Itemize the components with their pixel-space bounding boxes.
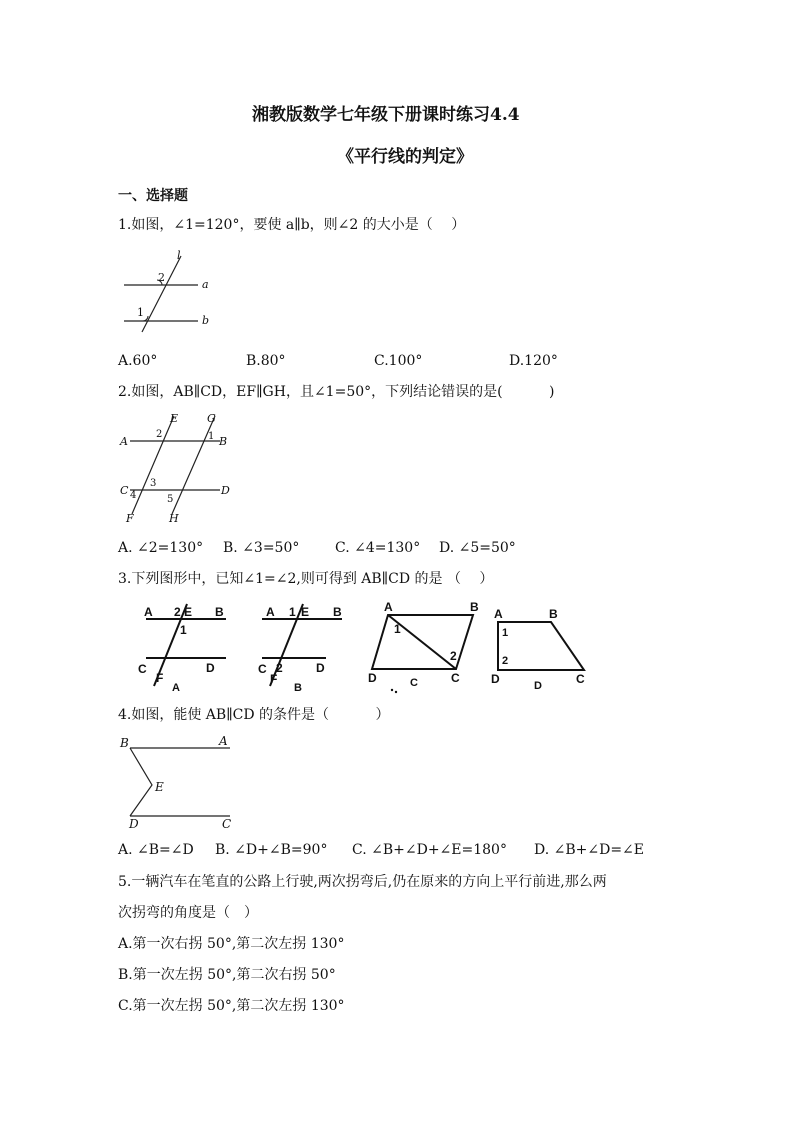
- question-2-option-b: B. ∠3=50°: [223, 540, 300, 556]
- question-4-stem: 4.如图，能使 AB∥CD 的条件是（ ）: [118, 707, 390, 723]
- question-4-figure: [118, 733, 248, 831]
- fig3a-label-b: B: [215, 605, 224, 619]
- page-title: 湘教版数学七年级下册课时练习4.4: [252, 105, 520, 125]
- question-4-option-a: A. ∠B=∠D: [118, 842, 194, 858]
- fig3a-label-a: A: [144, 605, 153, 619]
- question-3-figure-d: [488, 600, 598, 695]
- fig3d-label-a: A: [494, 607, 503, 621]
- fig2-label-d: D: [221, 484, 230, 497]
- question-3-stem: 3.下列图形中，已知∠1=∠2,则可得到 AB∥CD 的是 （ ）: [118, 571, 494, 587]
- fig4-label-e: E: [155, 780, 164, 794]
- fig2-label-c: C: [120, 484, 129, 497]
- fig1-label-a: a: [202, 278, 209, 291]
- question-5-option-b: B.第一次左拐 50°,第二次右拐 50°: [118, 967, 336, 983]
- question-3-figure-a: [138, 600, 248, 695]
- question-1-figure: [118, 250, 218, 340]
- page-subtitle: 《平行线的判定》: [337, 147, 473, 167]
- fig1-label-l: l: [177, 249, 181, 262]
- question-3-figure-b: [254, 600, 364, 695]
- fig3b-label-f: F: [270, 672, 278, 686]
- section-heading: 一、选择题: [118, 188, 188, 204]
- fig4-label-a: A: [219, 734, 228, 748]
- question-4-option-b: B. ∠D+∠B=90°: [215, 842, 328, 858]
- fig2-angle-2: 2: [156, 429, 163, 440]
- fig3b-label-c: C: [258, 662, 267, 676]
- fig4-label-c: C: [222, 817, 232, 831]
- fig3d-label-b: B: [549, 607, 558, 621]
- question-5-option-c: C.第一次左拐 50°,第二次左拐 130°: [118, 998, 345, 1014]
- fig1-angle-2: 2: [158, 271, 165, 284]
- fig3a-angle-1: 1: [180, 623, 187, 637]
- question-2-stem: 2.如图，AB∥CD，EF∥GH，且∠1=50°，下列结论错误的是( ): [118, 384, 555, 400]
- fig3c-angle-1: 1: [394, 622, 401, 636]
- question-5-option-a: A.第一次右拐 50°,第二次左拐 130°: [118, 936, 345, 952]
- question-1-stem: 1.如图，∠1=120°，要使 a∥b，则∠2 的大小是（ ）: [118, 217, 466, 233]
- question-4-option-c: C. ∠B+∠D+∠E=180°: [352, 842, 507, 858]
- question-1-option-b: B.80°: [246, 353, 286, 369]
- fig3c-label-b: B: [470, 600, 479, 614]
- fig3b-label-b: B: [333, 605, 342, 619]
- fig1-angle-1: 1: [137, 306, 144, 319]
- fig3b-angle-2: 2: [276, 661, 283, 675]
- fig2-label-a: A: [120, 435, 128, 448]
- question-2-option-c: C. ∠4=130°: [335, 540, 421, 556]
- fig3a-caption: A: [172, 682, 180, 694]
- question-1-option-a: A.60°: [118, 353, 158, 369]
- question-1-option-c: C.100°: [374, 353, 423, 369]
- fig3a-label-e: E: [184, 605, 193, 619]
- question-2-figure: [118, 411, 248, 526]
- fig3a-label-d: D: [206, 661, 215, 675]
- fig2-label-f: F: [126, 512, 134, 525]
- fig3c-label-d: D: [368, 671, 377, 685]
- fig3b-label-a: A: [266, 605, 275, 619]
- fig2-angle-4: 4: [130, 490, 137, 501]
- fig3a-label-c: C: [138, 662, 147, 676]
- fig2-angle-5: 5: [167, 494, 174, 505]
- fig4-label-d: D: [129, 817, 139, 831]
- fig1-label-b: b: [202, 314, 210, 327]
- fig3b-label-d: D: [316, 661, 325, 675]
- fig3d-angle-2: 2: [502, 655, 509, 667]
- fig2-label-b: B: [219, 435, 228, 448]
- fig3d-label-c: C: [576, 672, 585, 686]
- question-5-stem-line-2: 次拐弯的角度是（ ）: [118, 905, 258, 921]
- fig2-label-e: E: [170, 412, 179, 425]
- question-3-figure-c: [366, 600, 491, 700]
- fig3b-angle-1: 1: [289, 605, 296, 619]
- fig2-label-g: G: [207, 412, 216, 425]
- fig3c-caption: C: [410, 677, 418, 689]
- question-2-option-a: A. ∠2=130°: [118, 540, 204, 556]
- fig3d-caption: D: [534, 680, 542, 692]
- fig4-label-b: B: [120, 736, 129, 750]
- fig3d-angle-1: 1: [502, 627, 509, 639]
- fig3a-label-f: F: [156, 671, 164, 685]
- question-4-option-d: D. ∠B+∠D=∠E: [534, 842, 645, 858]
- fig2-angle-1: 1: [208, 431, 215, 442]
- question-1-option-d: D.120°: [509, 353, 558, 369]
- fig3c-label-c: C: [451, 671, 460, 685]
- fig3a-angle-2: 2: [174, 605, 181, 619]
- fig2-angle-3: 3: [150, 478, 157, 489]
- fig3b-label-e: E: [301, 605, 310, 619]
- fig3c-label-a: A: [384, 600, 393, 614]
- fig2-label-h: H: [169, 512, 179, 525]
- fig3d-label-d: D: [491, 672, 500, 686]
- fig3c-angle-2: 2: [450, 649, 457, 663]
- question-5-stem-line-1: 5.一辆汽车在笔直的公路上行驶,两次拐弯后,仍在原来的方向上平行前进,那么两: [118, 874, 607, 890]
- fig3b-caption: B: [294, 682, 302, 694]
- question-2-option-d: D. ∠5=50°: [439, 540, 516, 556]
